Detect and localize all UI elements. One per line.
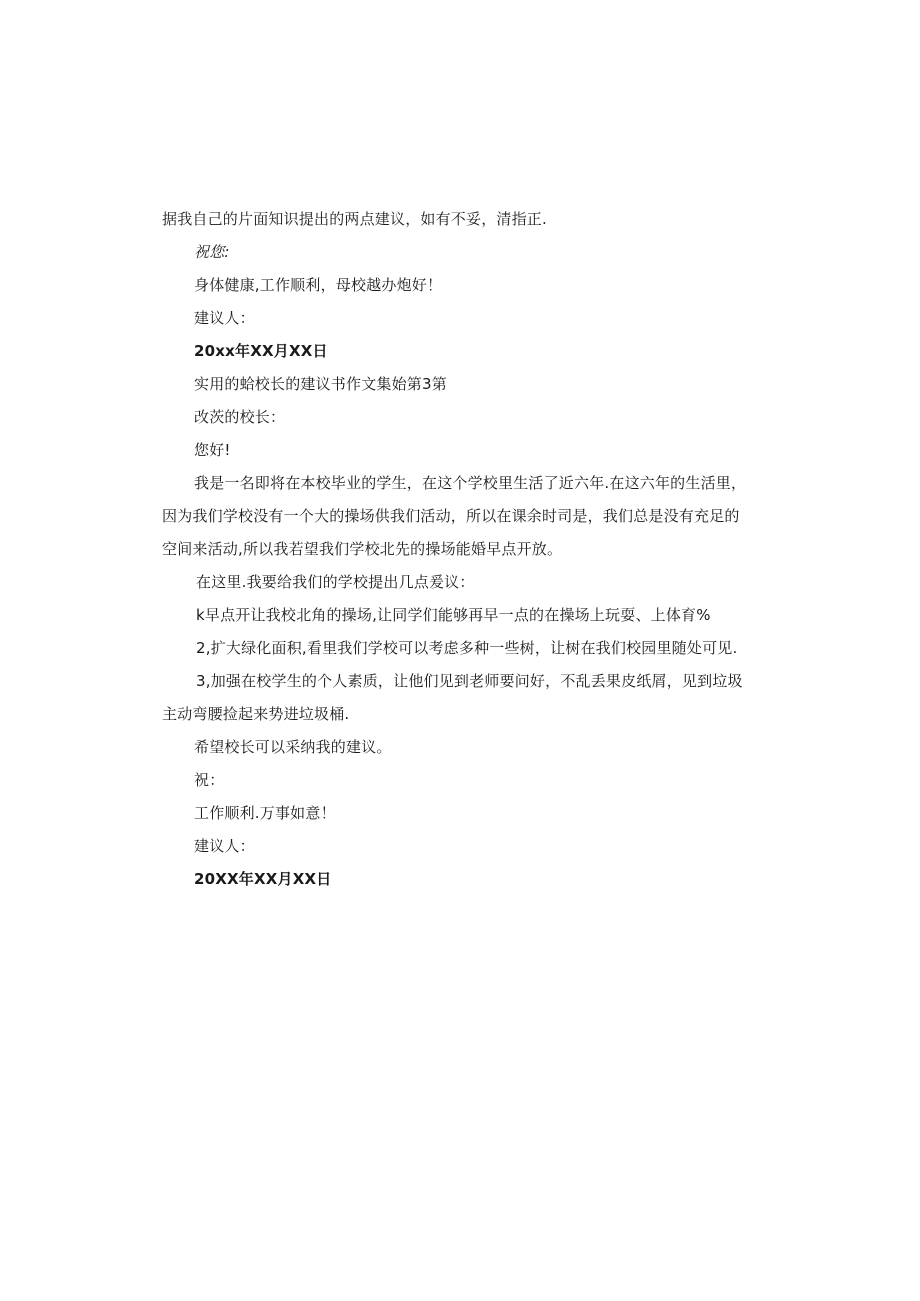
body-paragraph-line-1: 我是一名即将在本校毕业的学生，在这个学校里生活了近六年.在这六年的生活里， <box>194 474 747 492</box>
body-paragraph-line-2: 因为我们学校没有一个大的操场供我们活动，所以在课余时司是，我们总是没有充足的 <box>162 507 740 525</box>
wish-text: 身体健康,工作顺利，母校越办炮好！ <box>194 276 443 294</box>
wish-text-2: 工作顺利.万事如意！ <box>194 804 336 822</box>
suggestion-3-line-2: 主动弯腰捡起来势进垃圾桶. <box>162 705 350 723</box>
signature-label: 建议人： <box>194 309 255 327</box>
date-line: 20xx年XX月XX日 <box>194 342 328 360</box>
letter-greeting: 改茨的校长： <box>194 408 286 426</box>
suggestion-2: 2,扩大绿化面积,看里我们学校可以考虑多种一些树，让树在我们校园里随处可见. <box>196 639 738 657</box>
suggestion-1: k早点开让我校北角的操场,让同学们能够再早一点的在操场上玩耍、上体育% <box>196 606 711 624</box>
suggestion-3-line-1: 3,加强在校学生的个人素质，让他们见到老师要问好，不乱丢果皮纸屑，见到垃圾 <box>196 672 743 690</box>
hello-line: 您好! <box>194 441 231 459</box>
signature-label-2: 建议人： <box>194 837 255 855</box>
date-line-2: 20XX年XX月XX日 <box>194 870 332 888</box>
salutation-wish: 祝您: <box>194 243 230 261</box>
hope-line: 希望校长可以采纳我的建议。 <box>194 738 392 756</box>
section-title: 实用的蛤校长的建议书作文集始第3第 <box>194 375 447 393</box>
salutation-wish-2: 祝： <box>194 771 225 789</box>
body-paragraph-line-3: 空间来活动,所以我若望我们学校北先的操场能婚早点开放。 <box>162 540 563 558</box>
closing-paragraph-line: 据我自己的片面知识提出的两点建议，如有不妥，清指正. <box>162 210 547 228</box>
suggestions-intro: 在这里.我要给我们的学校提出几点爰议： <box>196 573 475 591</box>
